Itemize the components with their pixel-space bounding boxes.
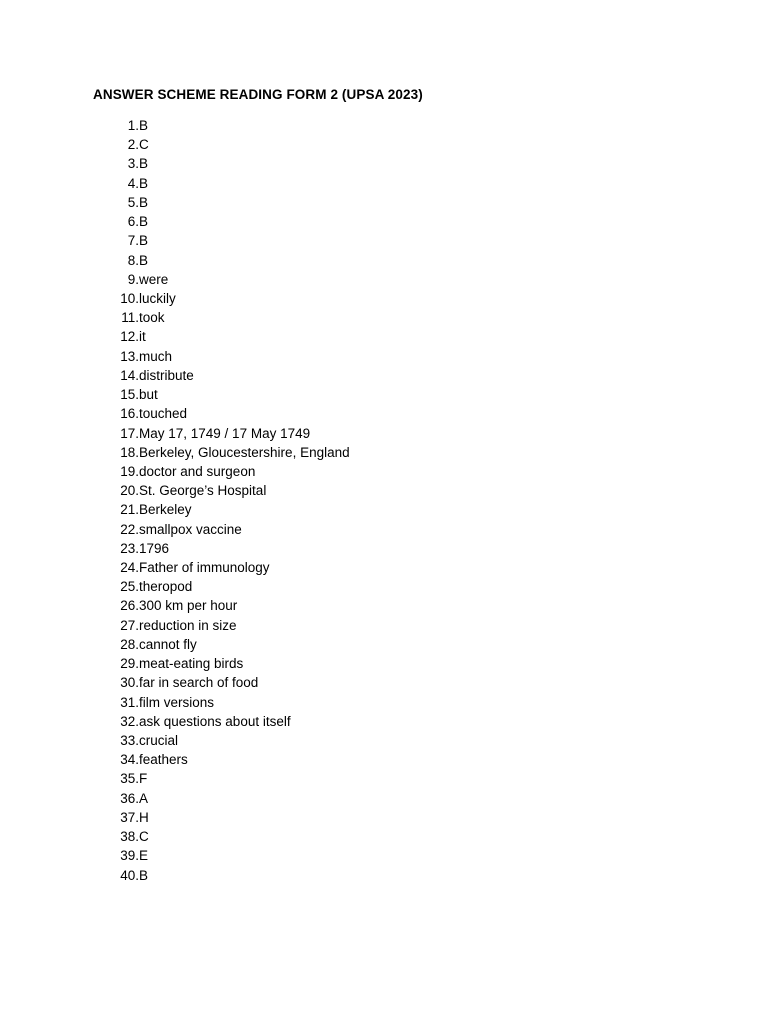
- answer-text: much: [139, 348, 173, 364]
- list-item: [93, 808, 149, 827]
- answer-number: 27.: [120, 617, 139, 633]
- answer-number: 37.: [120, 809, 139, 825]
- answer-number: 7.: [127, 233, 139, 249]
- answer-text: B: [139, 175, 149, 191]
- answer-text: but: [139, 387, 158, 403]
- list-item: [93, 616, 237, 635]
- answer-text: were: [139, 271, 169, 287]
- list-item: [93, 212, 149, 231]
- answer-number: 13.: [120, 348, 139, 364]
- page-title: ANSWER SCHEME READING FORM 2 (UPSA 2023): [93, 87, 423, 102]
- list-item: [93, 424, 311, 443]
- answer-text: H: [139, 809, 149, 825]
- answer-text: C: [139, 829, 149, 845]
- answer-text: Berkeley: [139, 502, 192, 518]
- answer-text: F: [139, 771, 148, 787]
- list-item: [93, 462, 256, 481]
- answer-number: 11.: [121, 310, 139, 326]
- list-item: [93, 827, 149, 846]
- answer-text: distribute: [139, 367, 194, 383]
- list-item: [93, 558, 270, 577]
- answer-number: 19.: [120, 463, 139, 479]
- list-item: [93, 846, 149, 865]
- answer-text: 1796: [139, 540, 170, 556]
- list-item: [93, 116, 149, 135]
- answer-number: 20.: [120, 483, 139, 499]
- list-item: [93, 193, 149, 212]
- answer-text: crucial: [139, 733, 179, 748]
- answer-number: 6.: [127, 214, 139, 230]
- answer-text: B: [139, 867, 149, 883]
- list-item: [93, 251, 149, 270]
- answer-number: 10.: [120, 290, 139, 306]
- answer-text: meat-eating birds: [139, 656, 244, 672]
- answer-number: 17.: [120, 425, 139, 441]
- answer-text: B: [139, 252, 149, 268]
- answer-number: 15.: [120, 387, 139, 403]
- answer-text: took: [139, 310, 165, 326]
- answer-text: 300 km per hour: [139, 598, 238, 614]
- answer-text: Berkeley, Gloucestershire, England: [139, 444, 350, 460]
- list-item: [93, 404, 188, 423]
- list-item: [93, 769, 148, 788]
- answer-number: 2.: [127, 137, 139, 153]
- list-item: [93, 135, 149, 154]
- answer-text: film versions: [139, 694, 215, 710]
- answer-number: 33.: [120, 733, 139, 748]
- answer-text: B: [139, 194, 149, 210]
- answer-number: 39.: [120, 848, 139, 864]
- list-item: [93, 654, 244, 673]
- list-item: [93, 596, 238, 615]
- answer-text: A: [139, 790, 149, 806]
- answer-number: 29.: [120, 656, 139, 672]
- answer-number: 36.: [120, 790, 139, 806]
- answer-number: 4.: [127, 175, 139, 191]
- answer-number: 35.: [120, 771, 139, 787]
- list-item: [93, 731, 179, 750]
- answer-number: 38.: [120, 829, 139, 845]
- answer-list: [93, 116, 350, 885]
- answer-number: 23.: [120, 540, 139, 556]
- list-item: [93, 789, 149, 808]
- answer-text: cannot fly: [139, 636, 197, 652]
- answer-number: 25.: [120, 579, 139, 595]
- answer-text: ask questions about itself: [139, 713, 291, 729]
- list-item: [93, 443, 350, 462]
- answer-text: B: [139, 233, 149, 249]
- list-item: [93, 308, 165, 327]
- answer-number: 8.: [127, 252, 139, 268]
- list-item: [93, 539, 170, 558]
- answer-number: 31.: [120, 694, 139, 710]
- answer-text: touched: [139, 406, 188, 422]
- answer-number: 30.: [120, 675, 139, 691]
- answer-number: 1.: [127, 118, 139, 133]
- answer-text: feathers: [139, 752, 188, 768]
- list-item: [93, 270, 169, 289]
- list-item: [93, 577, 193, 596]
- answer-number: 26.: [120, 598, 139, 614]
- list-item: [93, 750, 188, 769]
- answer-number: 24.: [120, 560, 139, 576]
- list-item: [93, 712, 291, 731]
- answer-number: 28.: [120, 636, 139, 652]
- list-item: [93, 693, 215, 712]
- list-item: [93, 154, 149, 173]
- answer-number: 22.: [120, 521, 139, 537]
- answer-number: 21.: [120, 502, 139, 518]
- answer-number: 32.: [120, 713, 139, 729]
- list-item: [93, 327, 146, 346]
- list-item: [93, 289, 176, 308]
- answer-text: E: [139, 848, 149, 864]
- list-item: [93, 347, 173, 366]
- list-item: [93, 500, 192, 519]
- answer-number: 16.: [120, 406, 139, 422]
- list-item: [93, 385, 158, 404]
- answer-number: 40.: [120, 867, 139, 883]
- list-item: [93, 481, 267, 500]
- list-item: [93, 366, 194, 385]
- answer-number: 12.: [120, 329, 139, 345]
- answer-number: 18.: [120, 444, 139, 460]
- answer-number: 14.: [120, 367, 139, 383]
- answer-text: it: [139, 329, 146, 345]
- list-item: [93, 174, 149, 193]
- answer-text: St. George’s Hospital: [139, 483, 267, 499]
- answer-text: B: [139, 118, 149, 133]
- answer-text: May 17, 1749 / 17 May 1749: [139, 425, 311, 441]
- answer-text: B: [139, 156, 149, 172]
- answer-text: smallpox vaccine: [139, 521, 242, 537]
- answer-text: luckily: [139, 290, 176, 306]
- answer-text: reduction in size: [139, 617, 237, 633]
- list-item: [93, 673, 259, 692]
- answer-number: 3.: [127, 156, 139, 172]
- answer-number: 34.: [120, 752, 139, 768]
- answer-number: 5.: [127, 194, 139, 210]
- list-item: [93, 866, 149, 885]
- answer-text: Father of immunology: [139, 560, 270, 576]
- answer-text: far in search of food: [139, 675, 259, 691]
- answer-text: doctor and surgeon: [139, 463, 256, 479]
- list-item: [93, 520, 242, 539]
- answer-text: C: [139, 137, 149, 153]
- answer-text: B: [139, 214, 149, 230]
- list-item: [93, 231, 149, 250]
- answer-number: 9.: [127, 271, 139, 287]
- answer-text: theropod: [139, 579, 193, 595]
- list-item: [93, 635, 197, 654]
